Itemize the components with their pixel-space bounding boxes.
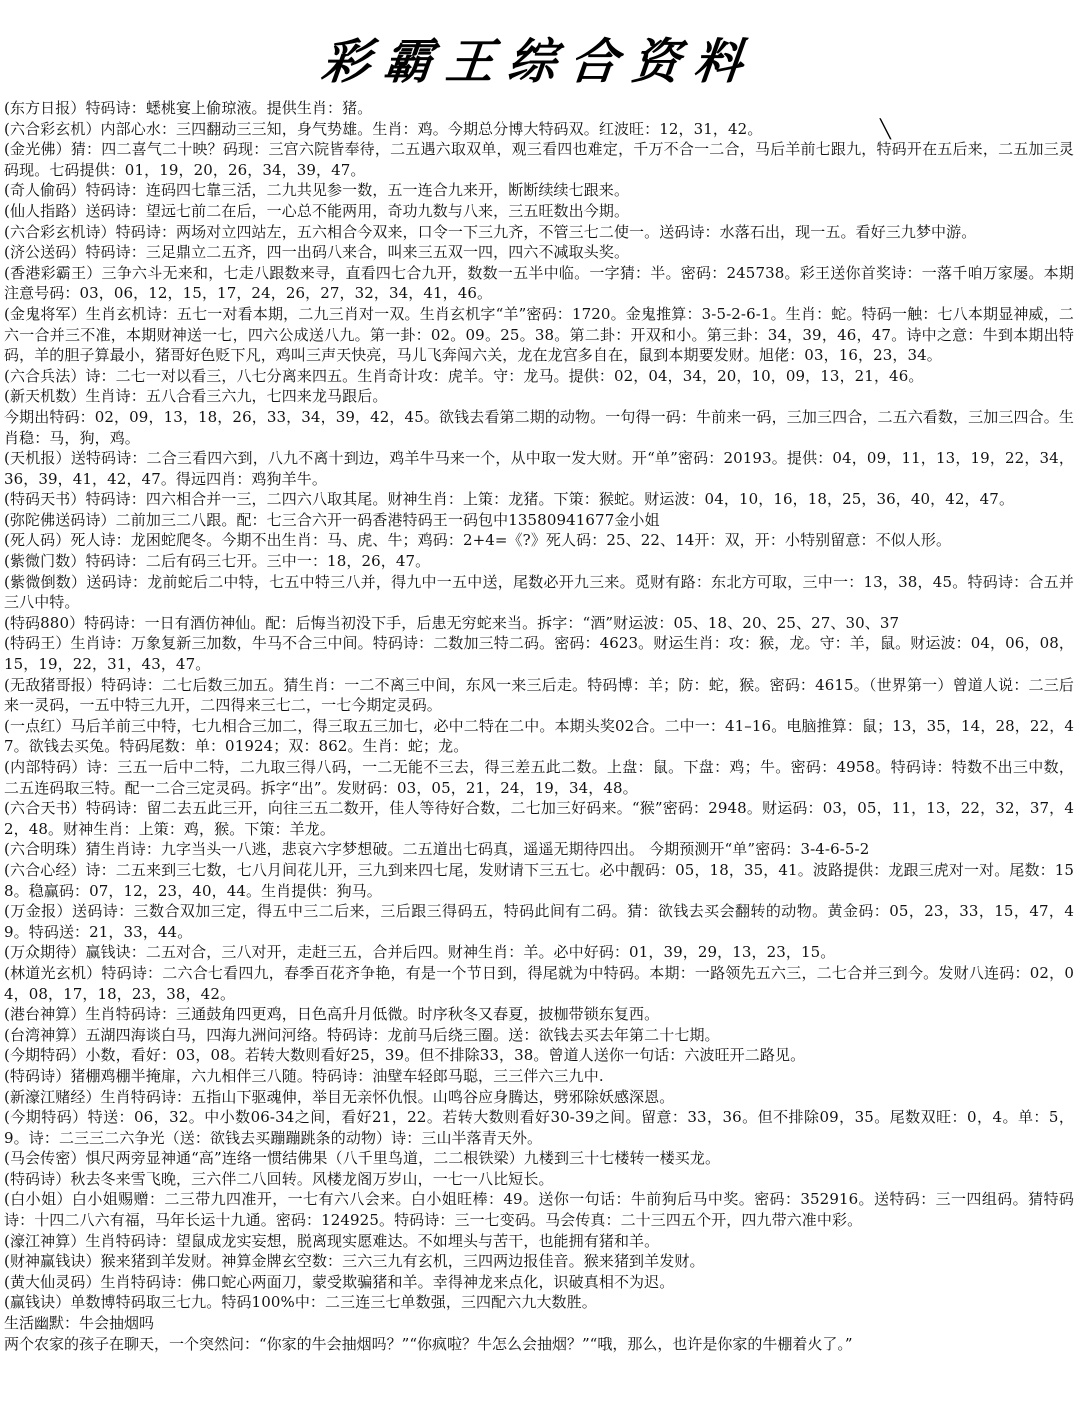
paragraph: (六合天书）特码诗：留二去五此三开，向往三五二数开，佳人等待好合数，二七加三好码来。“猴”密码：2948。财运码：03，05，11，13，22，32，37，42，48。财神生肖：上策：鸡，猴。下策：羊龙。 [4,799,1074,838]
paragraph: (特码王）生肖诗：万象复新三加数，牛马不合三中间。特码诗：二数加三特二码。密码：4623。财运生肖：攻：猴，龙。守：羊，鼠。财运波：04，06，08，15，19，22，31，43，47。 [4,634,1074,674]
paragraph: (赢钱诀）单数博特码取三七九。特码100%中：二三连三七单数强，三四配六九大数胜。 [4,1293,597,1312]
paragraph: (金鬼将军）生肖玄机诗：五七一对看本期，二九三肖对一双。生肖玄机字“羊”密码：1720。金鬼推算：3-5-2-6-1。生肖：蛇。特码一触：七八本期显神威，二六一合并三不准，本期财神送一七，四六公成送八九。第一卦：02。09。25。38。第二卦：开双和小。第三卦：34，39，46，47。诗中之意：牛到本期出特码，羊的胆子算最小，猪哥好色贬下凡，鸡叫三声天快亮，马儿飞奔闯六关，龙在龙宫多自在，鼠到本期要发财。旭佬：03，16，23，34。 [4,304,1074,365]
humor-section [4,1313,1074,1354]
paragraph: (奇人偷码）特码诗：连码四七靠三活，二九共见参一数，五一连合九来开，断断续续七跟来。 [4,181,630,200]
paragraph: (万众期待）赢钱诀：二五对合，三八对开，走赶三五，合并后四。财神生肖：羊。必中好码：01，39，29，13，23，15。 [4,943,836,962]
paragraph: (弥陀佛送码诗）二前加三二八跟。配：七三合六开一码香港特码王一码包中13580941677金小姐 [4,510,660,529]
paragraph: (天机报）送特码诗：二合三看四六到，八九不离十到边，鸡羊牛马来一个，从中取一发大财。开“单”密码：20193。提供：04，09，11，13，19，22，34，36，39，41，42，47。得远四肖：鸡狗羊牛。 [4,449,1074,488]
paragraph: (六合彩玄机诗）特码诗：两场对立四站左，五六相合今双来，口令一下三九齐，不管三七二使一。送码诗：水落石出，现一五。看好三九梦中游。 [4,222,977,241]
paragraph: (紫微倒数）送码诗：龙前蛇后二中特，七五中特三八并，得九中一五中送，尾数必开九三来。觅财有路：东北方可取，三中一：13，38，45。特码诗：合五并三八中特。 [4,572,1074,612]
paragraph: (白小姐）白小姐赐赠：二三带九四准开，一七有六八会来。白小姐旺棒：49。送你一句话：牛前狗后马中奖。密码：352916。送特码：三一四组码。猜特码诗：十四二八六有福，马年长运十九通。密码：124925。特码诗：三一七变码。马会传真：二十三四五个开，四九带六准中彩。 [4,1190,1074,1230]
paragraph: (台湾神算）五湖四海谈白马，四海九洲问河络。特码诗：龙前马后绕三圈。送：欲钱去买去年第二十七期。 [4,1025,720,1044]
paragraph: (六合心经）诗：二五来到三七数，七八月间花儿开，三九到来四七尾，发财请下三五七。必中靓码：05，18，35，41。波路提供：龙跟三虎对一对。尾数：158。稳赢码：07，12，23，40，44。生肖提供：狗马。 [4,860,1074,900]
paragraph: (濠江神算）生肖特码诗：望鼠成龙实妄想，脱离现实愿难达。不如埋头与苦干，也能拥有猪和羊。 [4,1231,660,1250]
paragraph: (特码天书）特码诗：四六相合并一三，二四六八取其尾。财神生肖：上策：龙猪。下策：猴蛇。财运波：04，10，16，18，25，36，40，42，47。 [4,490,1015,509]
paragraph: (马会传密）惧尺两旁显神通“高”连络一惯结佛果（八千里鸟道，二二根铁梁）九楼到三十七楼转一楼买龙。 [4,1149,721,1168]
paragraph: (内部特码）诗：三五一后中二特，二九取三得八码，一二无能不三去，得三差五此二数。上盘：鼠。下盘：鸡；牛。密码：4958。特码诗：特数不出三中数，二五连码取三特。配一二合三定灵码。拆字“出”。发财码：03，05，21，24，19，34，48。 [4,758,1074,797]
paragraph: (六合明珠）猜生肖诗：九字当头一八逃，悲哀六字梦想破。二五道出七码真，遥遥无期待四出。 今期预测开“单”密码：3-4-6-5-2 [4,840,870,859]
paragraph: (无敌猪哥报）特码诗：二七后数三加五。猜生肖：一二不离三中间，东风一来三后走。特码博：羊；防：蛇，猴。密码：4615。（世界第一）曾道人说：二三后来一灵码，一五中特三九开，二四得来三七二，一七今期定灵码。 [4,675,1074,715]
humor-text: 两个农家的孩子在聊天，一个突然问：“你家的牛会抽烟吗？”“你疯啦？牛怎么会抽烟？”“哦，那么，也许是你家的牛棚着火了。” [4,1334,853,1353]
paragraph: (今期特码）特送：06，32。中小数06-34之间，看好21，22。若转大数则看好30-39之间。留意：33，36。但不排除09，35。尾数双旺：0，4。单：5，9。诗：二三三二六争光（送：欲钱去买蹦蹦跳条的动物）诗：三山半落青天外。 [4,1108,1074,1147]
page-title: 彩霸王综合资料 [319,34,759,90]
paragraph: (特码诗）猪棚鸡棚半掩扉，六九相伴三八随。特码诗：油壁车轻郎马聪，三三伴六三九中. [4,1066,604,1085]
paragraph: (特码诗）秋去冬来雪飞晚，三六伴二八回转。风楼龙阁万岁山，一七一八比短长。 [4,1169,554,1188]
paragraph: (财神赢钱诀）猴来猪到羊发财。神算金牌玄空数：三六三九有玄机，三四两边报佳音。猴来猪到羊发财。 [4,1252,705,1271]
paragraph: (六合兵法）诗：二七一对以看三，八七分离来四五。生肖奇计攻：虎羊。守：龙马。提供：02，04，34，20，10，09，13，21，46。 [4,366,924,385]
paragraph: (特码880）特码诗：一日有酒仿神仙。配：后悔当初没下手，后患无穷蛇来当。拆字：“酒”财运波：05、18、20、25、27、30、37 [4,613,900,632]
paragraph: (六合彩玄机）内部心水：三四翻动三三知，身气势雄。生肖：鸡。今期总分博大特码双。红波旺：12，31，42。 [4,119,763,138]
paragraph: (新濠江赌经）生肖特码诗：五指山下驱魂伸，举目无亲怀仇恨。山鸣谷应身腾达，劈邪除妖感深恩。 [4,1087,675,1106]
paragraph: (济公送码）特码诗：三足鼎立二五齐，四一出码八来合，叫来三五双一四，四六不减取头奖。 [4,243,630,262]
paragraph: (今期特码）小数，看好：03，08。若转大数则看好25，39。但不排除33，38。曾道人送你一句话：六波旺开二路见。 [4,1046,806,1065]
document-body [4,98,1074,1313]
paragraph: (仙人指路）送码诗：望远七前二在后，一心总不能两用，奇功九数与八来，三五旺数出今期。 [4,201,630,220]
paragraph: (港台神算）生肖特码诗：三通鼓角四更鸡，日色高升月低微。时序秋冬又春夏，披枷带锁东复西。 [4,1005,660,1024]
paragraph: (死人码）死人诗：龙困蛇爬冬。今期不出生肖：马、虎、牛；鸡码：2+4=《?》死人码：25、22、14开：双，开：小特别留意：不似人形。 [4,531,952,550]
paragraph: (万金报）送码诗：三数合双加三定，得五中三二后来，三后跟三得码五，特码此间有二码。猜：欲钱去买会翻转的动物。黄金码：05，23，33，15，47，49。特码送：21，33，44。 [4,902,1074,941]
paragraph: (紫微门数）特码诗：二后有码三七开。三中一：18，26，47。 [4,552,431,571]
paragraph: (香港彩霸王）三争六斗无来和，七走八跟数来寻，直看四七合九开，数数一五半中临。一字猜：半。密码：245738。彩王送你首奖诗：一落千咱万家屡。本期注意号码：03，06，12，15，17，24，26，27，32，34，41，46。 [4,263,1074,303]
humor-heading: 生活幽默：牛会抽烟吗 [4,1314,155,1333]
paragraph: (东方日报）特码诗：蟋桃宴上偷琼液。提供生肖：猪。 [4,99,373,117]
paragraph: (林道光玄机）特码诗：二六合七看四九，春季百花齐争艳，有是一个节日到，得尾就为中特码。本期：一路领先五六三，二七合并三到今。发财八连码：02，04，08，17，18，23，38，42。 [4,963,1074,1003]
paragraph: (一点红）马后羊前三中特，七九相合三加二，得三取五三加七，必中二特在二中。本期头奖02合。二中一：41–16。电脑推算：鼠；13，35，14，28，22，47。欲钱去买兔。特码尾数：单：01924；双：862。生肖：蛇；龙。 [4,716,1074,756]
paragraph: 今期出特码：02，09，13，18，26，33，34，39，42，45。欲钱去看第二期的动物。一句得一码：牛前来一码，三加三四合，二五六看数，三加三四合。生肖稳：马，狗，鸡。 [4,407,1074,447]
paragraph: (金光佛）猜：四二喜气二十映？码现：三宫六院皆奉待，二五遇六取双单，观三看四也难定，千万不合一二合，马后羊前七跟九，特码开在五后来，二五加三灵码现。七码提供：01，19，20，26，34，39，47。 [4,140,1074,179]
corner-mark-icon: ╲ [880,119,891,140]
paragraph: (黄大仙灵码）生肖特码诗：佛口蛇心两面刀，蒙受欺骗猪和羊。幸得神龙来点化，识破真相不为迟。 [4,1272,675,1291]
paragraph: (新天机数）生肖诗：五八合看三六九，七四来龙马跟后。 [4,387,388,406]
